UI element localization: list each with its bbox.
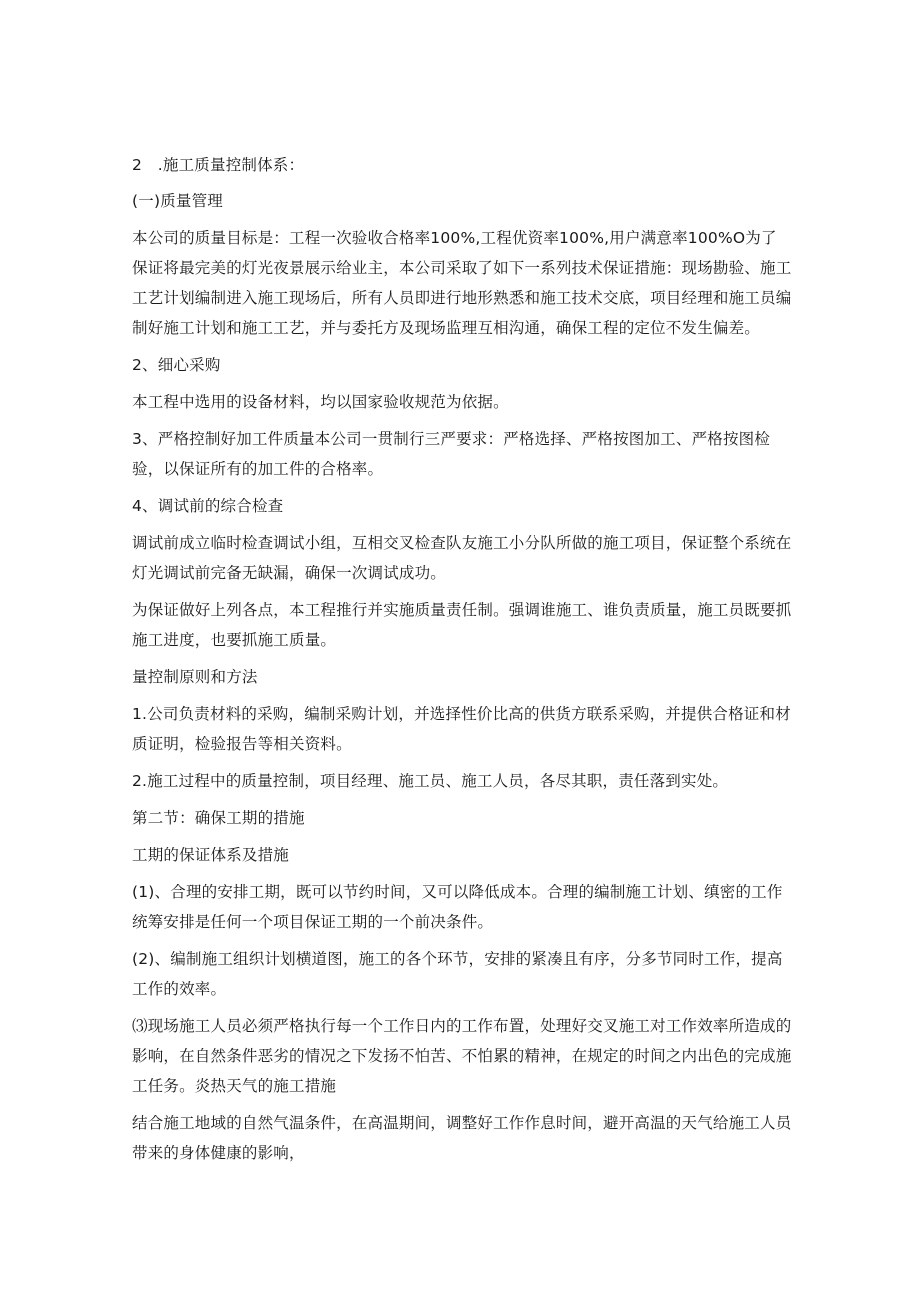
paragraph-responsibility-system: 为保证做好上列各点，本工程推行并实施质量责任制。强调谁施工、谁负责质量，施工员既要抓施工进度，也要抓施工质量。 <box>132 601 792 649</box>
subheading-careful-purchasing: 2、细心采购 <box>132 356 221 374</box>
paragraph-materials-basis: 本工程中选用的设备材料，均以国家验收规范为依据。 <box>132 393 509 411</box>
section-heading-quality-system: 2 .施工质量控制体系： <box>132 156 305 174</box>
document-body <box>132 150 792 1175</box>
paragraph-strict-control: 3、严格控制好加工件质量本公司一贯制行三严要求：严格选择、严格按图加工、严格按图检验，以保证所有的加工件的合格率。 <box>132 430 771 478</box>
paragraph-schedule-item-2: (2)、编制施工组织计划横道图，施工的各个环节，安排的紧凑且有序，分多节同时工作，提高工作的效率。 <box>132 950 783 998</box>
paragraph-hot-weather: 结合施工地域的自然气温条件，在高温期间，调整好工作作息时间，避开高温的天气给施工人员带来的身体健康的影响， <box>132 1114 792 1162</box>
paragraph-test-group: 调试前成立临时检查调试小组，互相交叉检查队友施工小分队所做的施工项目，保证整个系统在灯光调试前完备无缺漏，确保一次调试成功。 <box>132 534 792 582</box>
subheading-pre-test-check: 4、调试前的综合检查 <box>132 497 284 515</box>
subheading-schedule-system: 工期的保证体系及措施 <box>132 846 290 864</box>
paragraph-material-procurement: 1.公司负责材料的采购，编制采购计划，并选择性价比高的供货方联系采购，并提供合格证和材质证明，检验报告等相关资料。 <box>132 705 791 753</box>
paragraph-schedule-item-1: (1)、合理的安排工期，既可以节约时间，又可以降低成本。合理的编制施工计划、缜密的工作统筹安排是任何一个项目保证工期的一个前决条件。 <box>132 883 783 931</box>
section-heading-schedule-measures: 第二节：确保工期的措施 <box>132 809 305 827</box>
paragraph-process-control: 2.施工过程中的质量控制，项目经理、施工员、施工人员，各尽其职，责任落到实处。 <box>132 772 729 790</box>
subheading-control-principles: 量控制原则和方法 <box>132 668 258 686</box>
paragraph-quality-goals: 本公司的质量目标是：工程一次验收合格率100%,工程优资率100%,用户满意率100%O为了保证将最完美的灯光夜景展示给业主，本公司采取了如下一系列技术保证措施：现场勘验、施工工艺计划编制进入施工现场后，所有人员即进行地形熟悉和施工技术交底，项目经理和施工员编制好施工计划和施工工艺，并与委托方及现场监理互相沟通，确保工程的定位不发生偏差。 <box>132 229 792 337</box>
paragraph-schedule-item-3: ⑶现场施工人员必须严格执行每一个工作日内的工作布置，处理好交叉施工对工作效率所造成的影响，在自然条件恶劣的情况之下发扬不怕苦、不怕累的精神，在规定的时间之内出色的完成施工任务。炎热天气的施工措施 <box>132 1017 792 1095</box>
subheading-quality-management: (一)质量管理 <box>132 192 223 210</box>
